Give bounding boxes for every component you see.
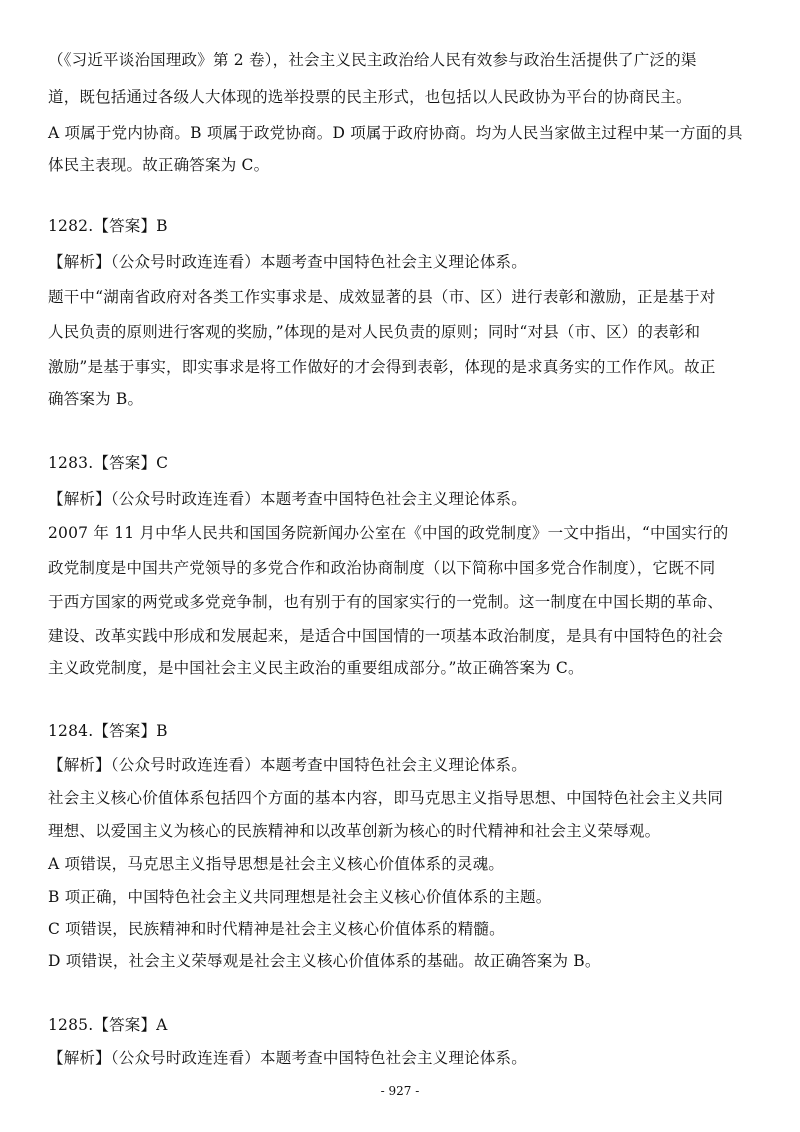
answer-heading-1285: 1285.【答案】A	[48, 1016, 168, 1034]
option-d-line: D 项错误，社会主义荣辱观是社会主义核心价值体系的基础。故正确答案为 B。	[48, 952, 601, 970]
answer-heading-1283: 1283.【答案】C	[48, 454, 169, 472]
text-line: A 项属于党内协商。B 项属于政党协商。D 项属于政府协商。均为人民当家做主过程中某一方面的具	[48, 124, 743, 142]
option-c-line: C 项错误，民族精神和时代精神是社会主义核心价值体系的精髓。	[48, 920, 505, 938]
text-line: 道，既包括通过各级人大体现的选举投票的民主形式，也包括以人民政协为平台的协商民主。	[48, 88, 692, 106]
option-b-line: B 项正确，中国特色社会主义共同理想是社会主义核心价值体系的主题。	[48, 888, 552, 906]
text-line: 体民主表现。故正确答案为 C。	[48, 156, 270, 174]
text-line: 2007 年 11 月中华人民共和国国务院新闻办公室在《中国的政党制度》一文中指出，“中国实行的	[48, 524, 729, 542]
text-line: 确答案为 B。	[48, 390, 144, 408]
text-line: 主义政党制度，是中国社会主义民主政治的重要组成部分。”故正确答案为 C。	[48, 659, 584, 677]
answer-heading-1284: 1284.【答案】B	[48, 722, 168, 740]
analysis-heading: 【解析】（公众号时政连连看）本题考查中国特色社会主义理论体系。	[48, 490, 527, 508]
analysis-heading: 【解析】（公众号时政连连看）本题考查中国特色社会主义理论体系。	[48, 253, 527, 271]
analysis-heading: 【解析】（公众号时政连连看）本题考查中国特色社会主义理论体系。	[48, 756, 527, 774]
text-line: 建设、改革实践中形成和发展起来，是适合中国国情的一项基本政治制度，是具有中国特色的社会	[48, 627, 724, 645]
text-line: 题干中“湖南省政府对各类工作实事求是、成效显著的县（市、区）进行表彰和激励，正是基于对	[48, 288, 716, 306]
text-line: 于西方国家的两党或多党竞争制，也有别于有的国家实行的一党制。这一制度在中国长期的革命、	[48, 593, 724, 611]
text-line: 人民负责的原则进行客观的奖励，”体现的是对人民负责的原则；同时“对县（市、区）的表彰和	[48, 323, 701, 341]
text-line: 理想、以爱国主义为核心的民族精神和以改革创新为核心的时代精神和社会主义荣辱观。	[48, 822, 661, 840]
answer-heading-1282: 1282.【答案】B	[48, 217, 168, 235]
analysis-heading: 【解析】（公众号时政连连看）本题考查中国特色社会主义理论体系。	[48, 1049, 527, 1067]
page-number: - 927 -	[380, 1084, 420, 1098]
option-a-line: A 项错误，马克思主义指导思想是社会主义核心价值体系的灵魂。	[48, 855, 505, 873]
text-line: 社会主义核心价值体系包括四个方面的基本内容，即马克思主义指导思想、中国特色社会主义共同	[48, 789, 724, 807]
text-line: 激励”是基于事实，即实事求是将工作做好的才会得到表彰，体现的是求真务实的工作作风。故正	[48, 358, 716, 376]
text-line: 政党制度是中国共产党领导的多党合作和政治协商制度（以下简称中国多党合作制度），它既不同	[48, 559, 716, 577]
text-line: （《习近平谈治国理政》第 2 卷），社会主义民主政治给人民有效参与政治生活提供了广泛的渠	[48, 51, 697, 69]
